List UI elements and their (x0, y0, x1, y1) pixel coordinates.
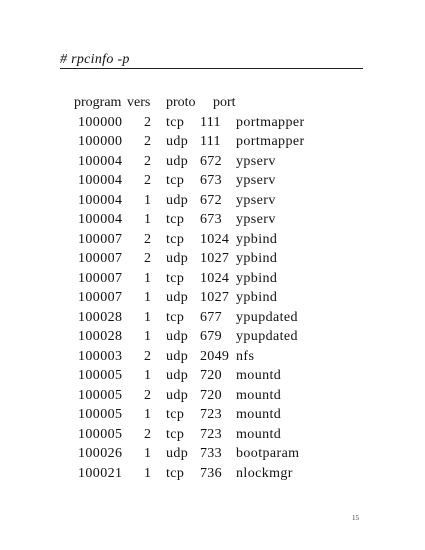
cell-service: nfs (236, 348, 255, 364)
cell-vers: 2 (144, 134, 151, 149)
table-row (0, 249, 425, 269)
cell-service: mountd (236, 387, 282, 403)
table-row (0, 210, 425, 230)
table-row (0, 327, 425, 347)
cell-vers: 2 (144, 348, 151, 364)
table-header (0, 93, 425, 113)
cell-program: 100021 (78, 465, 123, 481)
cell-proto: tcp (166, 173, 185, 188)
header-proto: proto (166, 95, 196, 110)
table-row (0, 366, 425, 386)
cell-proto: tcp (166, 270, 185, 286)
header-program: program (74, 95, 122, 110)
cell-vers: 2 (144, 173, 151, 188)
cell-proto: udp (166, 348, 189, 364)
cell-port: 111 (200, 114, 221, 130)
table-row (0, 191, 425, 211)
cell-service: ypbind (236, 251, 278, 266)
cell-port: 679 (200, 329, 222, 344)
cell-program: 100028 (78, 329, 123, 344)
cell-vers: 2 (144, 387, 151, 403)
cell-service: ypupdated (236, 309, 298, 325)
cell-proto: udp (166, 251, 189, 266)
cell-program: 100005 (78, 387, 123, 403)
cell-program: 100004 (78, 173, 123, 188)
cell-service: nlockmgr (236, 465, 293, 481)
cell-service: ypserv (236, 173, 276, 188)
cell-program: 100026 (78, 446, 123, 461)
cell-vers: 1 (144, 368, 151, 383)
cell-program: 100000 (78, 134, 123, 149)
cell-service: ypbind (236, 231, 278, 247)
cell-service: ypserv (236, 192, 276, 208)
cell-proto: tcp (166, 212, 185, 227)
cell-program: 100007 (78, 251, 123, 266)
table-row (0, 386, 425, 406)
table-row (0, 444, 425, 464)
cell-vers: 2 (144, 426, 151, 442)
cell-service: ypbind (236, 290, 278, 305)
table-row (0, 113, 425, 133)
cell-vers: 1 (144, 212, 151, 227)
cell-service: portmapper (236, 114, 305, 130)
cell-proto: udp (166, 329, 189, 344)
table-row (0, 230, 425, 250)
cell-port: 1027 (200, 290, 230, 305)
cell-service: ypserv (236, 153, 276, 169)
table-row (0, 269, 425, 289)
cell-port: 1027 (200, 251, 230, 266)
cell-port: 111 (200, 134, 221, 149)
cell-service: mountd (236, 426, 282, 442)
cell-program: 100000 (78, 114, 123, 130)
cell-proto: tcp (166, 231, 185, 247)
cell-port: 673 (200, 173, 222, 188)
cell-program: 100007 (78, 231, 123, 247)
cell-port: 673 (200, 212, 222, 227)
cell-proto: udp (166, 290, 189, 305)
cell-port: 672 (200, 153, 222, 169)
command-line: # rpcinfo -p (60, 52, 130, 67)
cell-proto: tcp (166, 465, 185, 481)
cell-proto: udp (166, 153, 189, 169)
cell-service: mountd (236, 407, 282, 422)
cell-port: 672 (200, 192, 222, 208)
header-port: port (213, 95, 236, 110)
cell-vers: 1 (144, 192, 151, 208)
cell-program: 100028 (78, 309, 123, 325)
table-row (0, 308, 425, 328)
cell-port: 733 (200, 446, 222, 461)
table-row (0, 132, 425, 152)
cell-proto: tcp (166, 114, 185, 130)
cell-vers: 1 (144, 309, 151, 325)
cell-program: 100004 (78, 192, 123, 208)
cell-vers: 2 (144, 231, 151, 247)
cell-program: 100005 (78, 426, 123, 442)
table-row (0, 152, 425, 172)
cell-program: 100004 (78, 212, 123, 227)
cell-program: 100007 (78, 290, 123, 305)
cell-program: 100007 (78, 270, 123, 286)
table-row (0, 425, 425, 445)
header-vers: vers (127, 95, 151, 110)
cell-port: 677 (200, 309, 222, 325)
cell-proto: udp (166, 134, 189, 149)
cell-program: 100004 (78, 153, 123, 169)
cell-service: portmapper (236, 134, 305, 149)
cell-proto: udp (166, 387, 189, 403)
cell-port: 1024 (200, 231, 230, 247)
cell-proto: tcp (166, 407, 185, 422)
table-body (0, 113, 425, 484)
cell-service: ypbind (236, 270, 278, 286)
cell-port: 1024 (200, 270, 230, 286)
cell-vers: 1 (144, 329, 151, 344)
cell-program: 100005 (78, 407, 123, 422)
cell-proto: tcp (166, 309, 185, 325)
cell-proto: udp (166, 368, 189, 383)
cell-program: 100005 (78, 368, 123, 383)
table-row (0, 405, 425, 425)
cell-port: 723 (200, 426, 222, 442)
cell-proto: udp (166, 192, 189, 208)
cell-vers: 1 (144, 465, 151, 481)
cell-proto: udp (166, 446, 189, 461)
table-row (0, 288, 425, 308)
cell-vers: 2 (144, 251, 151, 266)
table-row (0, 464, 425, 484)
divider-rule (60, 68, 363, 69)
cell-service: bootparam (236, 446, 300, 461)
cell-vers: 1 (144, 407, 151, 422)
cell-vers: 2 (144, 114, 151, 130)
page-number: 15 (352, 514, 359, 522)
cell-vers: 1 (144, 290, 151, 305)
cell-service: ypupdated (236, 329, 298, 344)
rpcinfo-table (0, 93, 425, 483)
cell-port: 723 (200, 407, 222, 422)
table-row (0, 347, 425, 367)
cell-vers: 2 (144, 153, 151, 169)
cell-port: 2049 (200, 348, 230, 364)
cell-port: 736 (200, 465, 222, 481)
table-row (0, 171, 425, 191)
cell-vers: 1 (144, 270, 151, 286)
cell-port: 720 (200, 387, 222, 403)
cell-proto: tcp (166, 426, 185, 442)
cell-service: mountd (236, 368, 282, 383)
cell-service: ypserv (236, 212, 276, 227)
cell-vers: 1 (144, 446, 151, 461)
cell-program: 100003 (78, 348, 123, 364)
cell-port: 720 (200, 368, 222, 383)
